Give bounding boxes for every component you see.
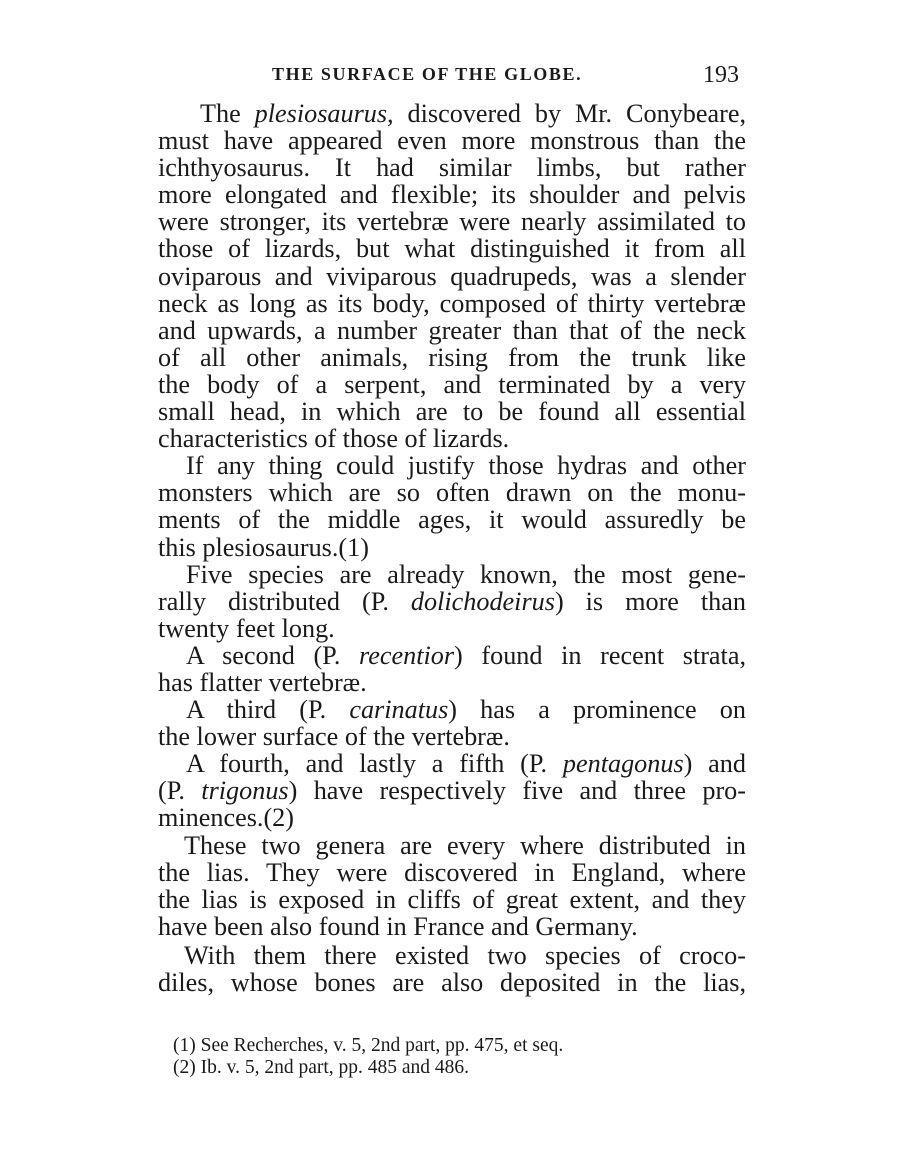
running-head: [160, 62, 745, 92]
paragraph-1-line: the body of a serpent, and terminated by a very: [158, 369, 746, 399]
paragraph-3-line: rally distributed (P. dolichodeirus) is more than: [158, 586, 746, 616]
paragraph-8-line: diles, whose bones are also deposited in the lias,: [158, 968, 746, 997]
paragraph-1-line: neck as long as its body, composed of thirty vertebræ: [158, 288, 746, 318]
paragraph-1-line: of all other animals, rising from the trunk like: [158, 342, 746, 372]
paragraph-5-line: the lower surface of the vertebræ.: [158, 722, 510, 752]
paragraph-1-line: and upwards, a number greater than that of the neck: [158, 315, 746, 345]
paragraph-1-line: were stronger, its vertebræ were nearly assimilated to: [158, 207, 746, 237]
paragraph-1-line: more elongated and flexible; its shoulder and pelvis: [158, 180, 746, 210]
paragraph-2-line: monsters which are so often drawn on the monu-: [158, 478, 746, 508]
paragraph-8-line: With them there existed two species of croco-: [184, 940, 746, 970]
paragraph-6-line: A fourth, and lastly a fifth (P. pentagonus) and: [186, 749, 746, 779]
paragraph-1-line: small head, in which are to be found all essential: [158, 397, 746, 427]
paragraph-2-line: If any thing could justify those hydras and other: [186, 451, 746, 481]
paragraph-5-line: A third (P. carinatus) has a prominence on: [186, 695, 746, 725]
paragraph-4-line: A second (P. recentior) found in recent strata,: [186, 640, 746, 670]
paragraph-2-line: this plesiosaurus.(1): [158, 532, 369, 562]
body-text: [158, 100, 746, 996]
paragraph-1-line: oviparous and viviparous quadrupeds, was a slender: [158, 261, 746, 291]
paragraph-7-line: These two genera are every where distributed in: [184, 830, 746, 860]
paragraph-7-line: have been also found in France and Germany.: [158, 911, 638, 941]
footnote-1: (1) See Recherches, v. 5, 2nd part, pp. 475, et seq.: [173, 1035, 564, 1056]
footnotes: [173, 1035, 563, 1079]
paragraph-1-line: ichthyosaurus. It had similar limbs, but rather: [158, 153, 746, 183]
paragraph-6-line: minences.(2): [158, 803, 294, 833]
paragraph-3-line: twenty feet long.: [158, 613, 335, 643]
paragraph-2-line: ments of the middle ages, it would assuredly be: [158, 505, 746, 535]
paragraph-1-line: characteristics of those of lizards.: [158, 424, 510, 454]
paragraph-1-line: must have appeared even more monstrous than the: [158, 126, 746, 156]
paragraph-6-line: (P. trigonus) have respectively five and three pro-: [158, 776, 746, 806]
footnote-2: (2) Ib. v. 5, 2nd part, pp. 485 and 486.: [173, 1057, 470, 1078]
paragraph-1-line-1: The plesiosaurus, discovered by Mr. Conybeare,: [200, 99, 746, 128]
running-title: THE SURFACE OF THE GLOBE.: [272, 64, 583, 84]
page-number: 193: [703, 62, 739, 88]
paragraph-3-line: Five species are already known, the most gene-: [186, 559, 746, 589]
paragraph-7-line: the lias. They were discovered in England, where: [158, 857, 746, 887]
paragraph-1-line: those of lizards, but what distinguished it from all: [158, 234, 746, 264]
paragraph-7-line: the lias is exposed in cliffs of great extent, and they: [158, 884, 746, 914]
paragraph-4-line: has flatter vertebræ.: [158, 667, 367, 697]
